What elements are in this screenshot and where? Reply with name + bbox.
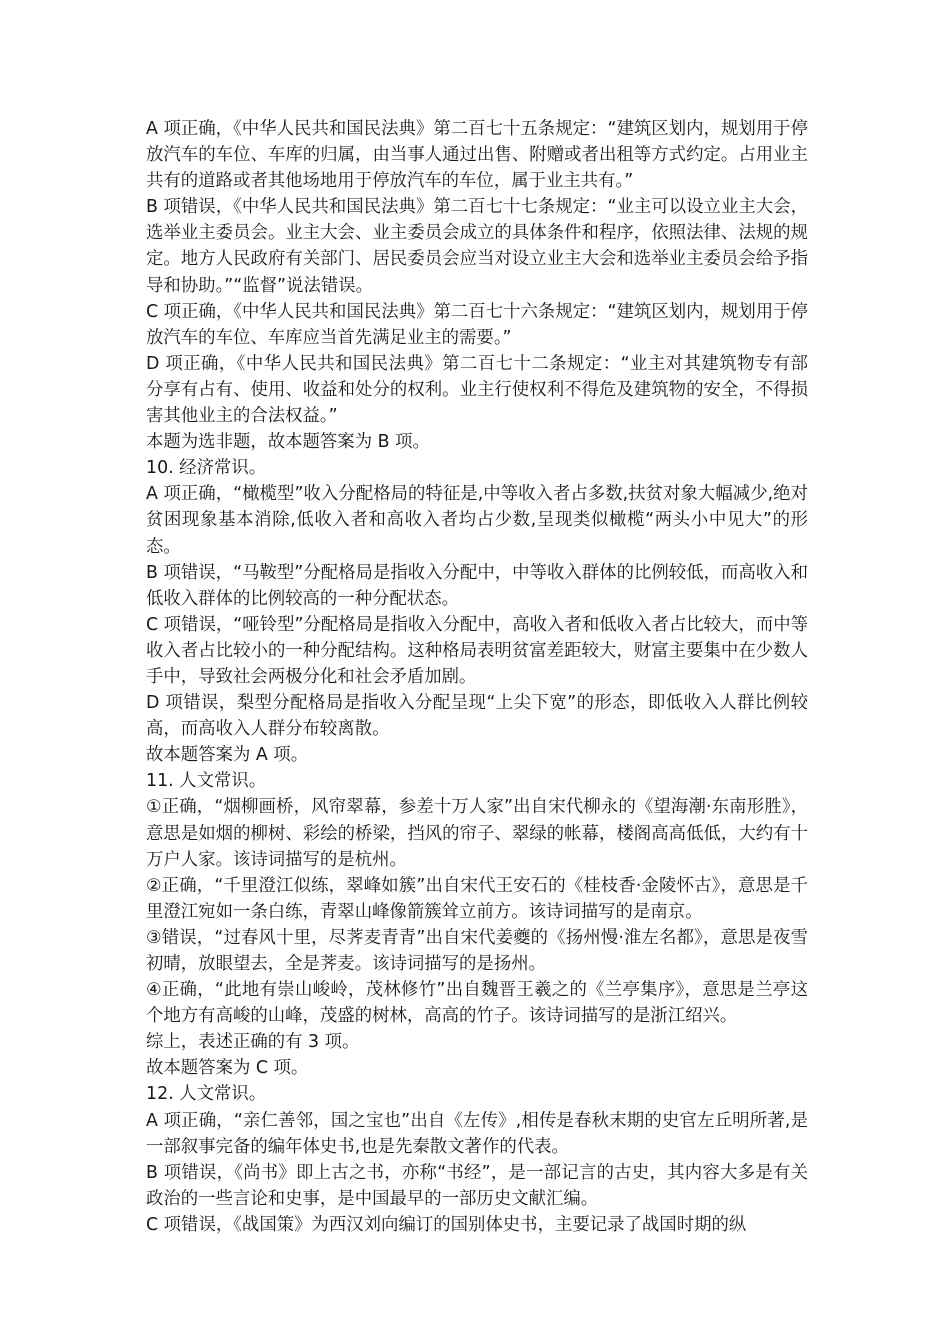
document-page [146,116,808,1238]
paragraph-10c: C 项错误，“哑铃型”分配格局是指收入分配中，高收入者和低收入者占比较大，而中等收入者占比较小的一种分配结构。这种格局表明贫富差距较大，财富主要集中在少数人手中，导致社会两极分化和社会矛盾加剧。 [146,614,808,687]
question-heading-12: 12. 人文常识。 [146,1084,267,1105]
paragraph-12a: A 项正确，“亲仁善邻，国之宝也”出自《左传》,相传是春秋末期的史官左丘明所著,是一部叙事完备的编年体史书,也是先秦散文著作的代表。 [146,1110,808,1157]
paragraph-9c: C 项正确，《中华人民共和国民法典》第二百七十六条规定：“建筑区划内，规划用于停放汽车的车位、车库应当首先满足业主的需要。” [146,301,808,348]
answer-10: 故本题答案为 A 项。 [146,745,309,766]
question-heading-10: 10. 经济常识。 [146,458,267,479]
answer-9: 本题为选非题，故本题答案为 B 项。 [146,432,430,453]
paragraph-9b: B 项错误，《中华人民共和国民法典》第二百七十七条规定：“业主可以设立业主大会，选举业主委员会。业主大会、业主委员会成立的具体条件和程序，依照法律、法规的规定。地方人民政府有关部门、居民委员会应当对设立业主大会和选举业主委员会给予指导和协助。”“监督”说法错误。 [146,197,808,296]
question-heading-11: 11. 人文常识。 [146,771,267,792]
paragraph-12c: C 项错误，《战国策》为西汉刘向编订的国别体史书，主要记录了战国时期的纵 [146,1214,747,1235]
paragraph-11-4: ④正确，“此地有崇山峻岭，茂林修竹”出自魏晋王羲之的《兰亭集序》，意思是兰亭这个地方有高峻的山峰，茂盛的树林，高高的竹子。该诗词描写的是浙江绍兴。 [146,980,808,1027]
paragraph-11-1: ①正确，“烟柳画桥，风帘翠幕，参差十万人家”出自宋代柳永的《望海潮·东南形胜》，意思是如烟的柳树、彩绘的桥梁，挡风的帘子、翠绿的帐幕，楼阁高高低低，大约有十万户人家。该诗词描写的是杭州。 [146,797,808,870]
paragraph-9a: A 项正确，《中华人民共和国民法典》第二百七十五条规定：“建筑区划内，规划用于停放汽车的车位、车库的归属，由当事人通过出售、附赠或者出租等方式约定。占用业主共有的道路或者其他场地用于停放汽车的车位，属于业主共有。” [146,119,808,192]
paragraph-10b: B 项错误，“马鞍型”分配格局是指收入分配中，中等收入群体的比例较低，而高收入和低收入群体的比例较高的一种分配状态。 [146,562,808,609]
answer-11: 故本题答案为 C 项。 [146,1058,309,1079]
paragraph-9d: D 项正确，《中华人民共和国民法典》第二百七十二条规定：“业主对其建筑物专有部分享有占有、使用、收益和处分的权利。业主行使权利不得危及建筑物的安全，不得损害其他业主的合法权益。” [146,353,808,427]
paragraph-11-2: ②正确，“千里澄江似练，翠峰如簇”出自宋代王安石的《桂枝香·金陵怀古》，意思是千里澄江宛如一条白练，青翠山峰像箭簇耸立前方。该诗词描写的是南京。 [146,875,808,922]
paragraph-11-3: ③错误，“过春风十里，尽荠麦青青”出自宋代姜夔的《扬州慢·淮左名都》，意思是夜雪初晴，放眼望去，全是荠麦。该诗词描写的是扬州。 [146,927,808,974]
paragraph-10a: A 项正确，“橄榄型”收入分配格局的特征是,中等收入者占多数,扶贫对象大幅减少,绝对贫困现象基本消除,低收入者和高收入者均占少数,呈现类似橄榄“两头小中见大”的形态。 [146,484,808,557]
paragraph-10d: D 项错误，梨型分配格局是指收入分配呈现“上尖下宽”的形态，即低收入人群比例较高，而高收入人群分布较离散。 [146,693,808,740]
summary-11: 综上，表述正确的有 3 项。 [146,1032,360,1053]
paragraph-12b: B 项错误，《尚书》即上古之书，亦称“书经”，是一部记言的古史，其内容大多是有关政治的一些言论和史事，是中国最早的一部历史文献汇编。 [146,1162,808,1209]
